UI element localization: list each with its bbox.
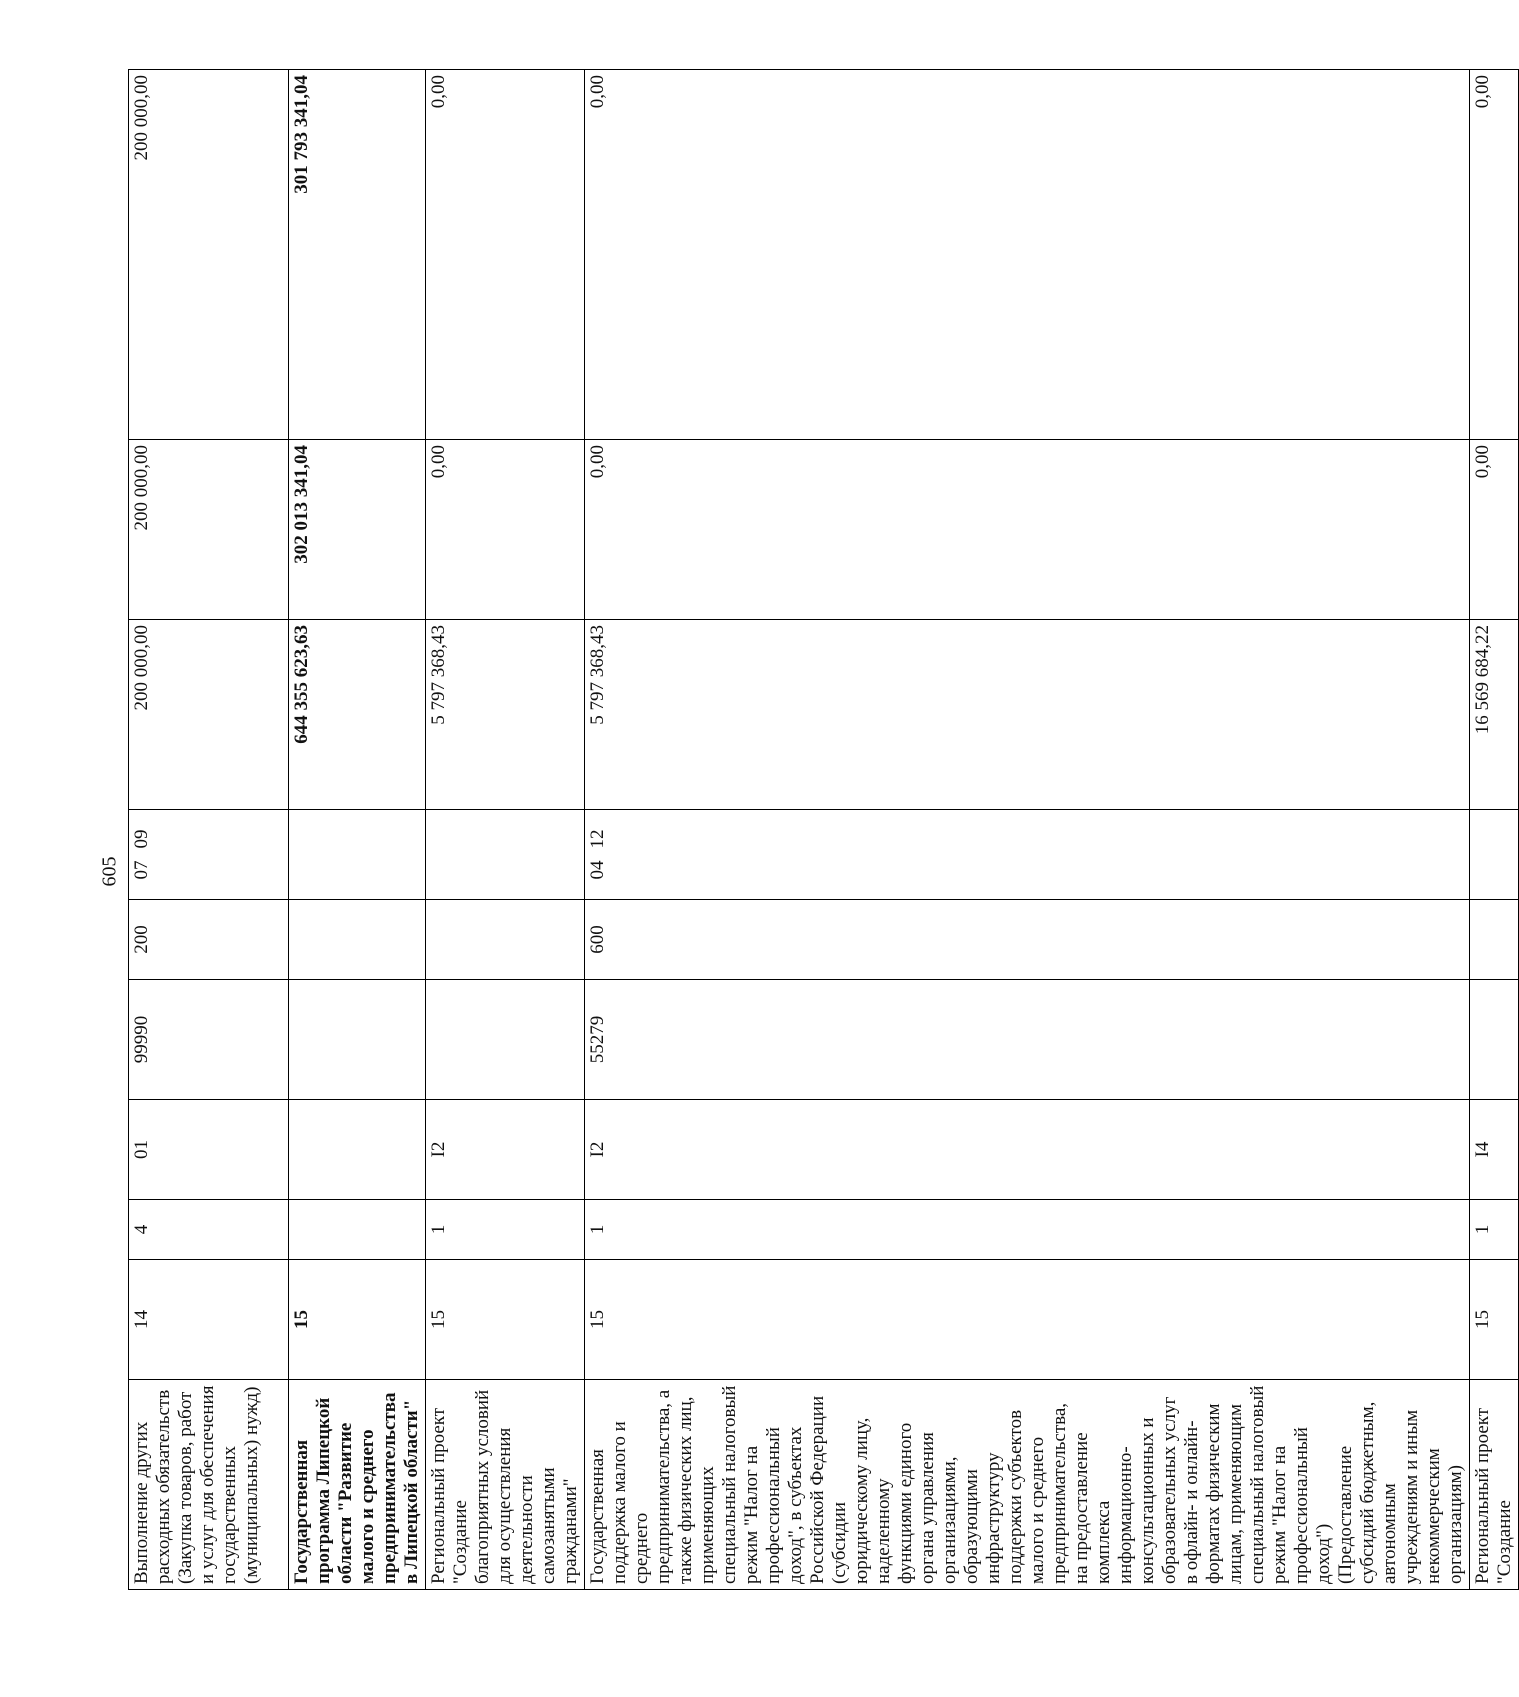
cell-c1: 15 bbox=[585, 1260, 1470, 1380]
cell-c1: 14 bbox=[129, 1260, 289, 1380]
cell-c1: 15 bbox=[1470, 1260, 1519, 1380]
table-row bbox=[289, 70, 426, 1590]
table-row bbox=[129, 70, 289, 1590]
cell-v1: 5 797 368,43 bbox=[585, 620, 1470, 810]
table-row bbox=[426, 70, 585, 1590]
cell-c6: 07 bbox=[131, 860, 152, 880]
cell-v3: 301 793 341,04 bbox=[289, 70, 426, 440]
cell-c2: 1 bbox=[426, 1200, 585, 1260]
cell-c1: 15 bbox=[426, 1260, 585, 1380]
cell-v1: 16 569 684,22 bbox=[1470, 620, 1519, 810]
cell-c3: I2 bbox=[426, 1100, 585, 1200]
cell-c4 bbox=[289, 980, 426, 1100]
cell-name: Государственная поддержка малого и среднего предпринимательства, а также физических лиц, применяющих специальный налоговый режим "Налог на профессиональный доход", в субъектах Российской Федерации (субсидии юридическому лицу, наделенному функциями единого органа управления организациями, образующими инфраструктуру поддержки субъектов малого и среднего предпринимательства, на предоставление комплекса информационно-консультационных и образовательных услуг в офлайн- и онлайн-форматах физическим лицам, применяющим специальный налоговый режим "Налог на профессиональный доход") (Предоставление субсидий бюджетным, автономным учреждениям и иным некоммерческим организациям) bbox=[585, 1380, 1470, 1590]
cell-c6-c7 bbox=[585, 810, 1470, 900]
cell-v2: 200 000,00 bbox=[129, 440, 289, 620]
cell-c5: 200 bbox=[129, 900, 289, 980]
cell-c5: 600 bbox=[585, 900, 1470, 980]
cell-v1: 200 000,00 bbox=[129, 620, 289, 810]
cell-name: Государственная программа Липецкой области "Развитие малого и среднего предпринимательства в Липецкой области" bbox=[289, 1380, 426, 1590]
budget-table bbox=[128, 69, 1519, 1590]
cell-c5 bbox=[1470, 900, 1519, 980]
cell-c7: 12 bbox=[587, 829, 608, 849]
cell-c1: 15 bbox=[289, 1260, 426, 1380]
cell-c2: 1 bbox=[1470, 1200, 1519, 1260]
cell-v1: 5 797 368,43 bbox=[426, 620, 585, 810]
cell-v2: 0,00 bbox=[426, 440, 585, 620]
cell-c3: I2 bbox=[585, 1100, 1470, 1200]
cell-c4 bbox=[426, 980, 585, 1100]
cell-c7: 09 bbox=[131, 829, 152, 849]
cell-c2 bbox=[289, 1200, 426, 1260]
cell-c5 bbox=[426, 900, 585, 980]
cell-v3: 0,00 bbox=[585, 70, 1470, 440]
cell-v3: 0,00 bbox=[1470, 70, 1519, 440]
cell-c3 bbox=[289, 1100, 426, 1200]
cell-v2: 0,00 bbox=[585, 440, 1470, 620]
table-row bbox=[585, 70, 1470, 1590]
cell-c3: I4 bbox=[1470, 1100, 1519, 1200]
cell-name: Региональный проект "Создание благоприятных условий для осуществления деятельности самозанятыми гражданами" bbox=[426, 1380, 585, 1590]
cell-c2: 4 bbox=[129, 1200, 289, 1260]
cell-c6-c7 bbox=[129, 810, 289, 900]
cell-c6-c7 bbox=[426, 810, 585, 900]
cell-c6-c7 bbox=[1470, 810, 1519, 900]
cell-name: Региональный проект "Создание bbox=[1470, 1380, 1519, 1590]
cell-c4: 99990 bbox=[129, 980, 289, 1100]
cell-v2: 0,00 bbox=[1470, 440, 1519, 620]
cell-name: Выполнение других расходных обязательств (Закупка товаров, работ и услуг для обеспечения государственных (муниципальных) нужд) bbox=[129, 1380, 289, 1590]
cell-c4 bbox=[1470, 980, 1519, 1100]
cell-c4: 55279 bbox=[585, 980, 1470, 1100]
cell-v1: 644 355 623,63 bbox=[289, 620, 426, 810]
cell-c5 bbox=[289, 900, 426, 980]
cell-v3: 0,00 bbox=[426, 70, 585, 440]
rotated-table-wrapper bbox=[128, 70, 1515, 1590]
table-row bbox=[1470, 70, 1519, 1590]
cell-c2: 1 bbox=[585, 1200, 1470, 1260]
cell-v2: 302 013 341,04 bbox=[289, 440, 426, 620]
cell-c6: 04 bbox=[587, 860, 608, 880]
cell-c3: 01 bbox=[129, 1100, 289, 1200]
cell-v3: 200 000,00 bbox=[129, 70, 289, 440]
cell-c6-c7 bbox=[289, 810, 426, 900]
page-number: 605 bbox=[98, 856, 121, 887]
